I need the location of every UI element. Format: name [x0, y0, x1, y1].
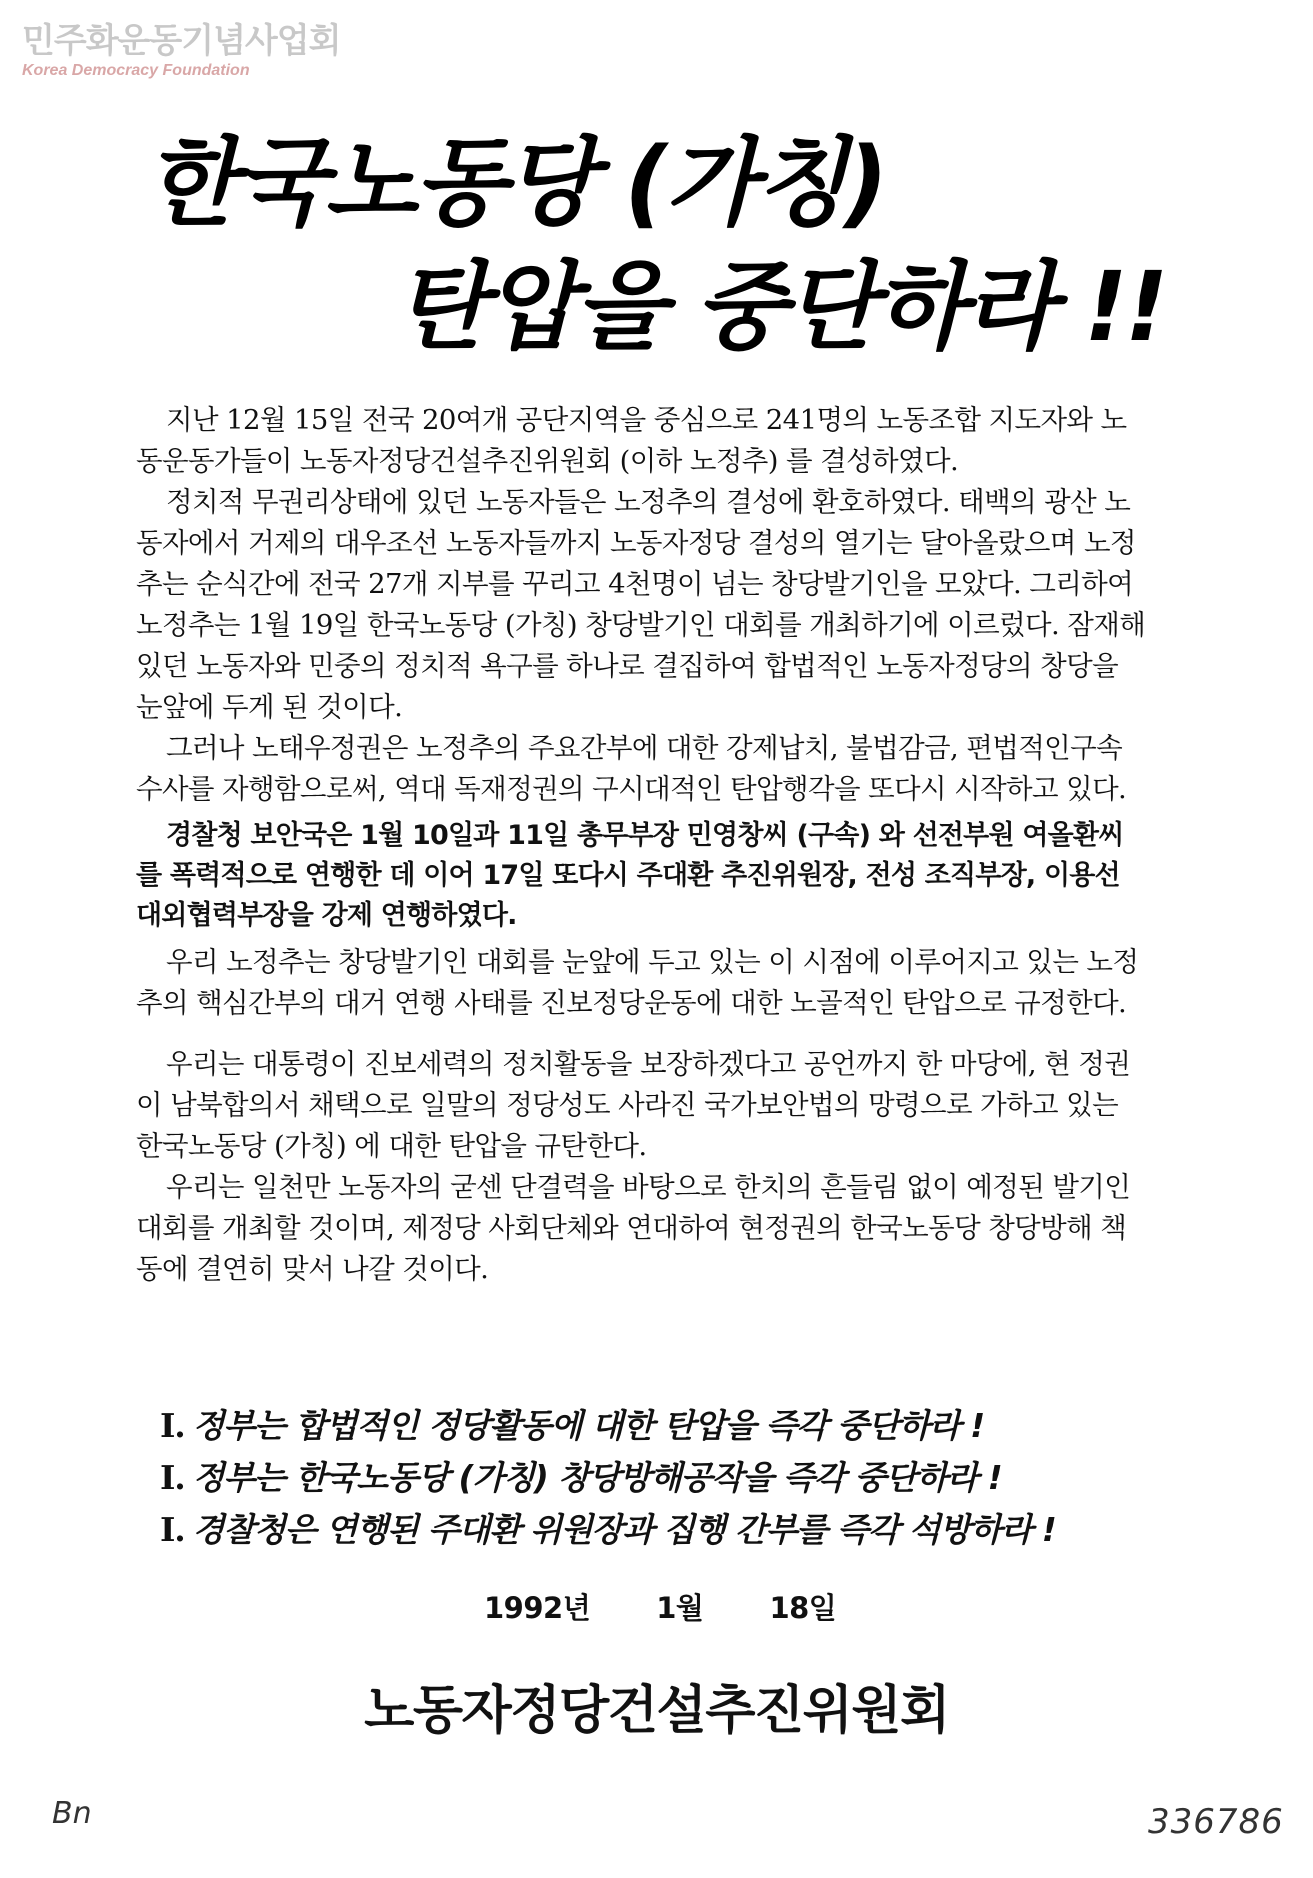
watermark-logo — [22, 22, 340, 80]
paragraph-arrests: 경찰청 보안국은 1월 10일과 11일 총무부장 민영창씨 (구속) 와 선전부원 여올환씨를 폭력적으로 연행한 데 이어 17일 또다시 주대환 추진위원장, 전성 조직부장, 이용선 대외협력부장을 강제 연행하였다. — [136, 820, 1124, 931]
handwritten-mark-left: Bn — [52, 1796, 92, 1831]
watermark-english: Korea Democracy Foundation — [22, 62, 250, 79]
watermark-korean: 민주화운동기념사업회 — [22, 21, 341, 61]
statement-body — [136, 400, 1146, 1290]
paragraph-7: 우리는 일천만 노동자의 굳센 단결력을 바탕으로 한치의 흔들림 없이 예정된 발기인 대회를 개최할 것이며, 제정당 사회단체와 연대하여 현정권의 한국노동당 창당방해 책동에 결연히 맞서 나갈 것이다. — [136, 1171, 1131, 1285]
issuing-organization: 노동자정당건설추진위원회 — [364, 1681, 949, 1741]
slogan-marker: Ⅰ. — [160, 1458, 185, 1497]
slogan-item — [160, 1452, 1160, 1504]
paragraph-1: 지난 12월 15일 전국 20여개 공단지역을 중심으로 241명의 노동조합 지도자와 노동운동가들이 노동자정당건설추진위원회 (이하 노정추) 를 결성하였다. — [136, 404, 1127, 477]
paragraph-5: 우리 노정추는 창당발기인 대회를 눈앞에 두고 있는 이 시점에 이루어지고 있는 노정추의 핵심간부의 대거 연행 사태를 진보정당운동에 대한 노골적인 탄압으로 규정한다. — [136, 946, 1139, 1019]
date-day: 18일 — [769, 1591, 837, 1625]
headline-line-2: 탄압을 중단하라 !! — [395, 251, 1166, 363]
slogan-item — [160, 1504, 1160, 1556]
slogan-text: 경찰청은 연행된 주대환 위원장과 집행 간부를 즉각 석방하라 ! — [192, 1510, 1056, 1549]
date-year: 1992년 — [484, 1591, 591, 1625]
paragraph-6: 우리는 대통령이 진보세력의 정치활동을 보장하겠다고 공언까지 한 마당에, 현 정권이 남북합의서 채택으로 일말의 정당성도 사라진 국가보안법의 망령으로 가하고 있는 한국노동당 (가칭) 에 대한 탄압을 규탄한다. — [136, 1048, 1131, 1162]
issue-date — [484, 1586, 902, 1627]
headline-line-1: 한국노동당 (가칭) — [145, 127, 886, 239]
paragraph-3: 그러나 노태우정권은 노정추의 주요간부에 대한 강제납치, 불법감금, 편법적인구속수사를 자행함으로써, 역대 독재정권의 구시대적인 탄압행각을 또다시 시작하고 있다. — [136, 732, 1127, 805]
slogan-text: 정부는 한국노동당 (가칭) 창당방해공작을 즉각 중단하라 ! — [192, 1458, 1002, 1497]
slogan-marker: Ⅰ. — [160, 1510, 185, 1549]
date-month: 1월 — [656, 1591, 704, 1625]
handwritten-archive-number: 336786 — [1148, 1802, 1284, 1842]
slogan-list — [160, 1400, 1160, 1556]
slogan-marker: Ⅰ. — [160, 1406, 185, 1445]
slogan-item — [160, 1400, 1160, 1452]
paragraph-2: 정치적 무권리상태에 있던 노동자들은 노정추의 결성에 환호하였다. 태백의 광산 노동자에서 거제의 대우조선 노동자들까지 노동자정당 결성의 열기는 달아올랐으며 노정추는 순식간에 전국 27개 지부를 꾸리고 4천명이 넘는 창당발기인을 모았다. 그리하여 노정추는 1월 19일 한국노동당 (가칭) 창당발기인 대회를 개최하기에 이르렀다. 잠재해 있던 노동자와 민중의 정치적 욕구를 하나로 결집하여 합법적인 노동자정당의 창당을 눈앞에 두게 된 것이다. — [136, 486, 1146, 723]
slogan-text: 정부는 합법적인 정당활동에 대한 탄압을 즉각 중단하라 ! — [192, 1406, 984, 1445]
